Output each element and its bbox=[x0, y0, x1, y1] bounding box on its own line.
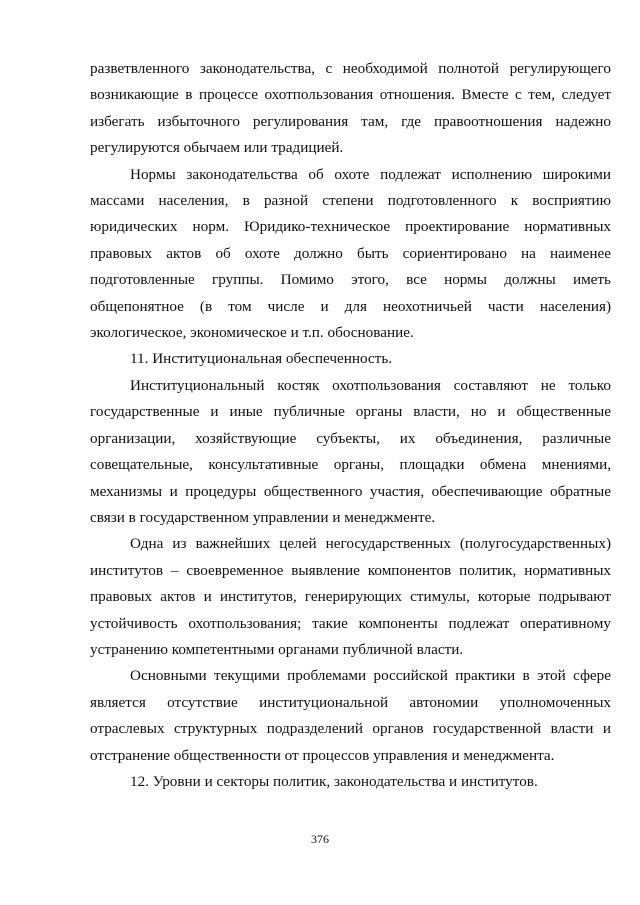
paragraph-institutional-core: Институциональный костяк охотпользования составляют не только государственные и иные публичные органы власти, но и общественные организации, хозяйствующие субъекты, их объединения, различные совещательные, консультативные органы, площадки обмена мнениями, механизмы и процедуры общественного участия, обеспечивающие обратные связи в государственном управлении и менеджменте. bbox=[90, 376, 611, 526]
paragraph-nongovernmental-goals: Одна из важнейших целей негосударственных (полугосударственных) институтов – своевременное выявление компонентов политик, нормативных правовых актов и институтов, генерирующих стимулы, которые подрывают устойчивость охотпользования; такие компоненты подлежат оперативному устранению компетентными органами публичной власти. bbox=[90, 535, 611, 658]
page-number: 376 bbox=[311, 832, 329, 846]
paragraph-continuation: разветвленного законодательства, с необходимой полнотой регулирующего возникающие в процессе охотпользования отношения. Вместе с тем, следует избегать избыточного регулирования там, где правоотношения надежно регулируются обычаем или традицией. bbox=[90, 60, 611, 157]
section-heading-12: 12. Уровни и секторы политик, законодательства и институтов. bbox=[130, 772, 538, 790]
section-heading-11: 11. Институциональная обеспеченность. bbox=[130, 350, 393, 368]
paragraph-current-problems: Основными текущими проблемами российской практики в этой сфере является отсутствие институциональной автономии уполномоченных отраслевых структурных подразделений органов государственной власти и отстранение общественности от процессов управления и менеджмента. bbox=[90, 667, 611, 764]
paragraph-hunting-norms: Нормы законодательства об охоте подлежат исполнению широкими массами населения, в разной степени подготовленного к восприятию юридических норм. Юридико-техническое проектирование нормативных правовых актов об охоте должно быть сориентировано на наименее подготовленные группы. Помимо этого, все нормы должны иметь общепонятное (в том числе и для неохотничьей части населения) экологическое, экономическое и т.п. обоснование. bbox=[90, 165, 611, 342]
body-text bbox=[90, 56, 611, 795]
